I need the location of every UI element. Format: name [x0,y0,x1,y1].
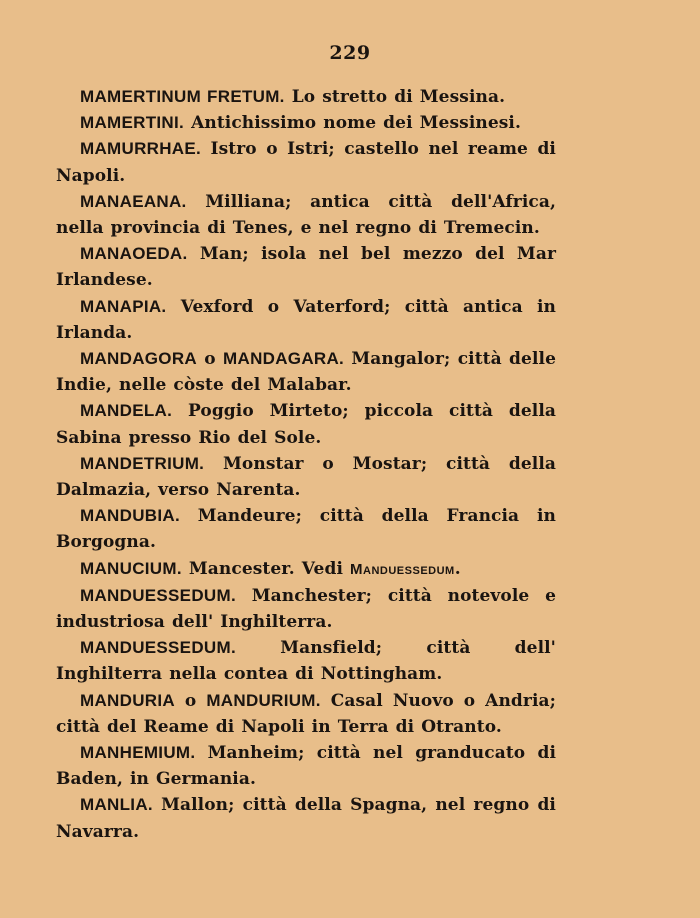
entry [56,294,556,346]
entry-connector: o [174,690,207,711]
dictionary-entries [56,84,556,845]
entry [56,451,556,503]
entry [56,346,556,398]
page-number: 229 [329,42,371,64]
entry-definition: Man; isola nel bel mezzo del Mar Irlandese. [56,244,556,291]
entry-headword: MANDUESSEDUM. [80,638,236,658]
entry-headword: MANDUESSEDUM. [80,585,236,605]
entry-headword: MANDELA. [80,401,173,421]
entry [56,503,556,555]
entry-definition: Manheim; città nel granducato di Baden, in Germania. [56,743,556,790]
entry-headword: MANAOEDA. [80,244,188,264]
entry-cross-reference: Manduessedum [350,560,455,578]
entry-headword: MANDUBIA. [80,506,180,526]
entry-headword: MAMERTINI. [80,113,185,133]
entry-headword: MANLIA. [80,795,153,815]
entry-connector: o [196,349,224,370]
entry-headword: MAMURRHAE. [80,139,202,159]
entry [56,635,556,687]
entry-definition: Istro o Istri; castello nel reame di Napoli. [56,139,556,186]
entry-definition: Monstar o Mostar; città della Dalmazia, verso Narenta. [56,453,556,501]
entry [56,792,556,844]
entry-definition: Mallon; città della Spagna, nel regno di Navarra. [56,795,556,842]
entry [56,241,556,293]
entry [56,110,556,136]
entry-definition: Casal Nuovo o Andria; città del Reame di Napoli in Terra di Otranto. [56,690,556,737]
entry [56,556,556,583]
entry [56,740,556,792]
entry-definition: Manchester; città notevole e industriosa dell' Inghilterra. [56,585,556,633]
entry-punctuation: . [454,558,461,579]
entry-definition: Mansfield; città dell' Inghilterra nella contea di Nottingham. [56,638,556,685]
entry-definition: Poggio Mirteto; piccola città della Sabina presso Rio del Sole. [56,401,556,448]
entry-definition: Lo stretto di Messina. [284,87,506,107]
entry-definition: Vexford o Vaterford; città antica in Irlanda. [56,296,556,343]
entry-headword: MANAPIA. [80,296,167,316]
entry [56,189,556,241]
entry [56,688,556,740]
entry-headword: MANDETRIUM. [80,453,205,473]
entry-headword: MANUCIUM. [80,558,182,578]
entry-headword: MANDURIA [80,690,175,710]
entry-headword: MANAEANA. [80,191,187,211]
entry-headword-variant: MANDAGARA. [223,349,345,369]
entry-headword-variant: MANDURIUM. [206,690,321,710]
entry-definition: Mandeure; città della Francia in Borgogna. [56,506,556,553]
entry [56,136,556,188]
entry-definition: Mangalor; città delle Indie, nelle còste del Malabar. [56,349,556,396]
entry [56,398,556,450]
entry-headword: MAMERTINUM FRETUM. [80,87,285,106]
entry-definition: Mancester. Vedi [181,558,351,579]
entry [56,84,556,110]
entry [56,583,556,635]
entry-definition: Antichissimo nome dei Messinesi. [184,113,521,134]
entry-definition: Milliana; antica città dell'Africa, nella provincia di Tenes, e nel regno di Tremecin. [56,191,556,239]
entry-headword: MANHEMIUM. [80,743,196,763]
entry-headword: MANDAGORA [80,349,197,369]
